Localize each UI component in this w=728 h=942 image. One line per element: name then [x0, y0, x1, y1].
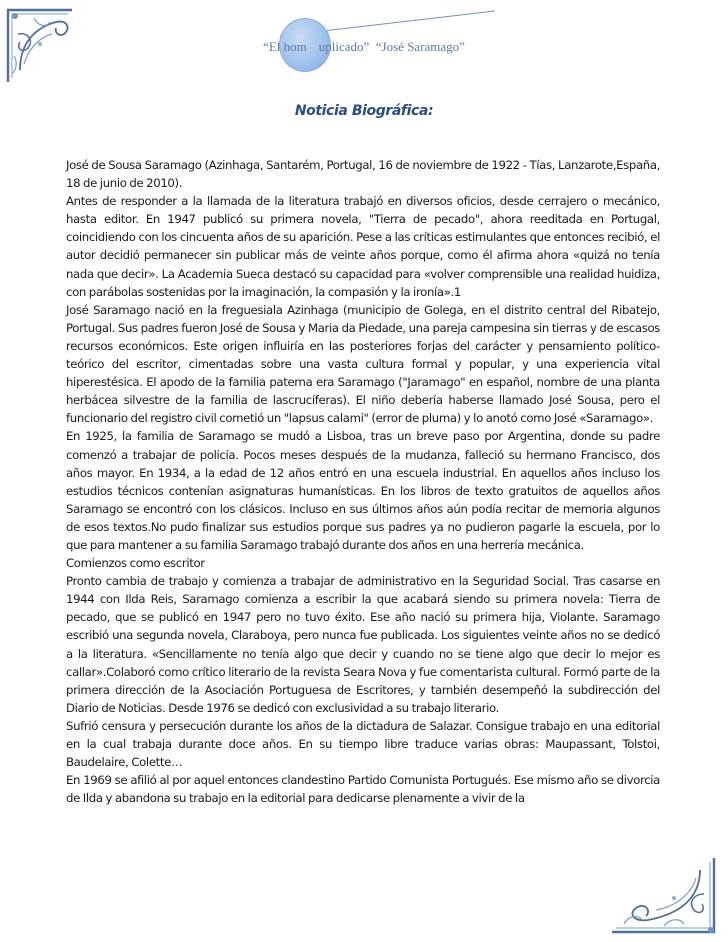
- body-text: [66, 156, 660, 807]
- paragraph: Sufrió censura y persecución durante los años de la dictadura de Salazar. Consigue trabajo en una editorial en la cual trabaja durante doce años. En su tiempo libre traduce varias obras: Maupassant, Tolstoi, Baudelaire, Colette…: [66, 718, 660, 770]
- running-header: [0, 39, 728, 55]
- paragraph: Pronto cambia de trabajo y comienza a trabajar de administrativo en la Seguridad Social. Tras casarse en 1944 con Ilda Reis, Saramago comienza a escribir la que acabará siendo su primera novela: Tierra de pecado, que se publicó en 1947 pero no tuvo éxito. Ese año nació su primera hija, Violante. Saramago escribió una segunda novela, Claraboya, pero nunca fue publicada. Los siguientes veinte años no se dedicó a la literatura. «Sencillamente no tenía algo que decir y cuando no se tiene algo que decir lo mejor es callar».Colaboró como crítico literario de la revista Seara Nova y fue comentarista cultural. Formó parte de la primera dirección de la Asociación Portuguesa de Escritores, y también desempeñó la subdirección del Diario de Noticias. Desde 1976 se dedicó con exclusividad a su trabajo literario.: [66, 574, 660, 715]
- paragraph: José de Sousa Saramago (Azinhaga, Santarém, Portugal, 16 de noviembre de 1922 - Tías, Lanzarote,España, 18 de junio de 2010).: [66, 158, 660, 191]
- ornament-corner-bottom-right: [604, 854, 722, 938]
- paragraph: Antes de responder a la llamada de la literatura trabajó en diversos oficios, desde cerrajero o mecánico, hasta editor. En 1947 publicó su primera novela, "Tierra de pecado", ahora reeditada en Portugal, coincidiendo con los cincuenta años de su aparición. Pese a las críticas estimulantes que entonces recibió, el autor decidió permanecer sin publicar más de veinte años porque, como él afirma ahora «quizá no tenía nada que decir». La Academia Sueca destacó su capacidad para «volver comprensible una realidad huidiza, con parábolas sostenidas por la imaginación, la compasión y la ironía».1: [66, 194, 660, 299]
- header-text-middle: uplicado”: [318, 39, 370, 54]
- paragraph: En 1925, la familia de Saramago se mudó a Lisboa, tras un breve paso por Argentina, donde su padre comenzó a trabajar de policía. Pocos meses después de la mudanza, falleció su hermano Francisco, dos años mayor. En 1934, a la edad de 12 años entró en una escuela industrial. En aquellos años incluso los estudios técnicos contenían asignaturas humanísticas. En los libros de texto gratuitos de aquellos años Saramago se encontró con los clásicos. Incluso en sus últimos años aún podía recitar de memoria algunos de esos textos.No pudo finalizar sus estudios porque sus padres ya no pudieron pagarle la escuela, por lo que para mantener a su familia Saramago trabajó durante dos años en una herrería mecánica.: [66, 429, 660, 552]
- paragraph: José Saramago nació en la freguesiala Azinhaga (municipio de Golega, en el distrito central del Ribatejo, Portugal. Sus padres fueron José de Sousa y Maria da Piedade, una pareja campesina sin tierras y de escasos recursos económicos. Este origen influiría en las posteriores forjas del carácter y pensamiento político-teórico del escritor, cimentadas sobre una vasta cultura formal y popular, y una experiencia vital hiperestésica. El apodo de la familia paterna era Saramago ("Jaramago" en español, nombre de una planta herbácea silvestre de la familia de lascrucíferas). El niño debería haberse llamado José Sousa, pero el funcionario del registro civil cometió un "lapsus calami" (error de pluma) y lo anotó como José «Saramago».: [66, 302, 660, 426]
- subheading: Comienzos como escritor: [66, 556, 205, 571]
- paragraph: En 1969 se afilió al por aquel entonces clandestino Partido Comunista Portugués. Ese mismo año se divorcia de Ilda y abandona su trabajo en la editorial para dedicarse plenamente a vivir de la: [66, 773, 660, 806]
- section-title: Noticia Biográfica:: [294, 103, 434, 119]
- header-text-right: “José Saramago”: [375, 39, 465, 54]
- header-text-left: “El hom: [263, 39, 307, 54]
